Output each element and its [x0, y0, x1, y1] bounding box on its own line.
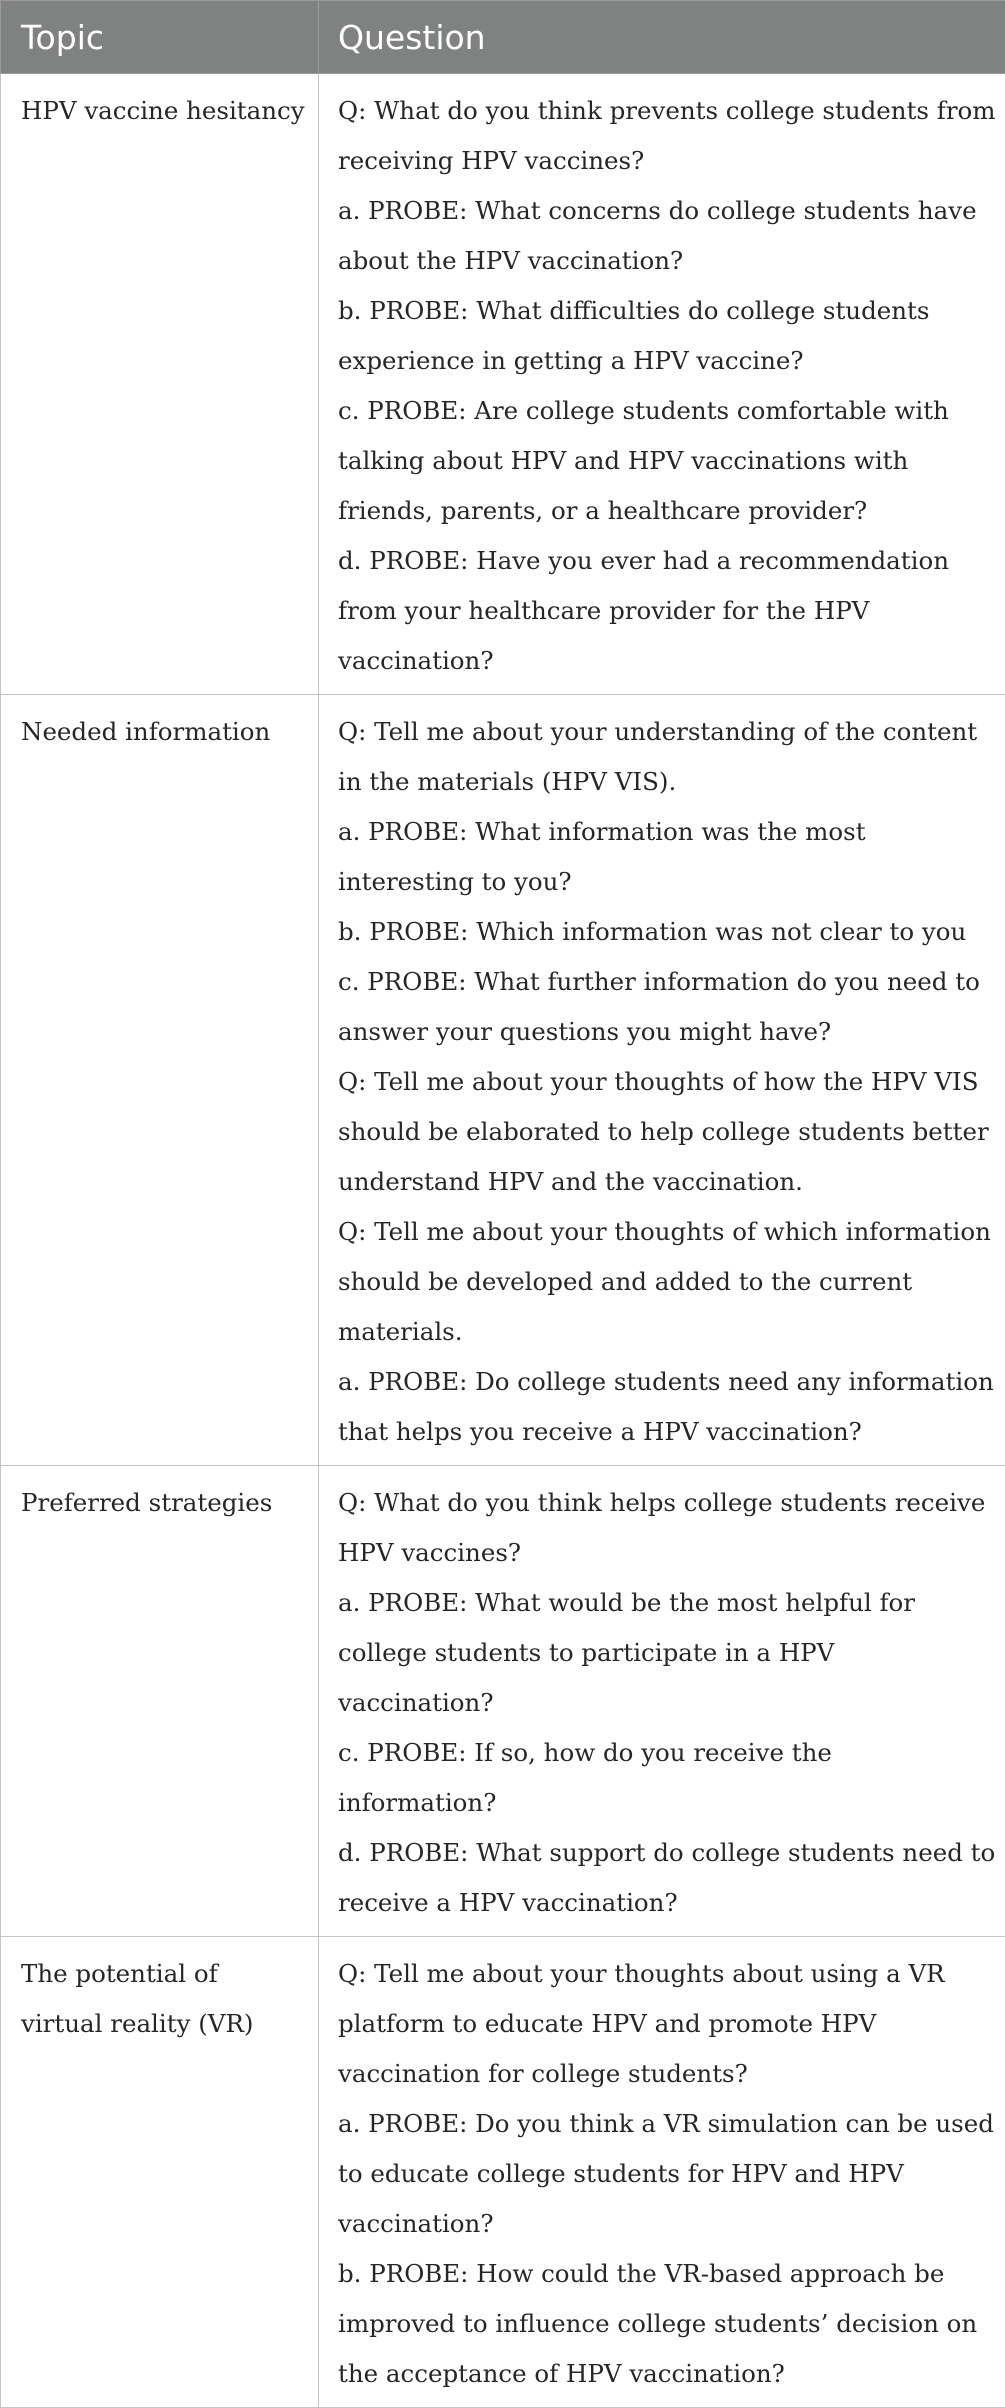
table-row [1, 695, 1005, 1466]
table-row [1, 74, 1005, 695]
probe-line: a. PROBE: What would be the most helpful for college students to participate in a HPV vaccination? [338, 1578, 997, 1728]
header-row [1, 1, 1005, 74]
topic-cell: The potential of virtual reality (VR) [1, 1937, 319, 2408]
column-header-topic: Topic [1, 1, 319, 74]
column-header-question: Question [319, 1, 1005, 74]
probe-line: d. PROBE: What support do college students need to receive a HPV vaccination? [338, 1828, 997, 1928]
probe-line: d. PROBE: Have you ever had a recommendation from your healthcare provider for the HPV vaccination? [338, 536, 997, 686]
question-line: Q: Tell me about your understanding of the content in the materials (HPV VIS). [338, 707, 997, 807]
topic-cell: HPV vaccine hesitancy [1, 74, 319, 695]
topic-cell: Needed information [1, 695, 319, 1466]
question-cell [319, 695, 1005, 1466]
probe-line: a. PROBE: What information was the most interesting to you? [338, 807, 997, 907]
probe-line: b. PROBE: What difficulties do college students experience in getting a HPV vaccine? [338, 286, 997, 386]
question-cell [319, 1937, 1005, 2408]
probe-line: a. PROBE: What concerns do college students have about the HPV vaccination? [338, 186, 997, 286]
probe-line: a. PROBE: Do you think a VR simulation can be used to educate college students for HPV and HPV vaccination? [338, 2099, 997, 2249]
question-cell [319, 1466, 1005, 1937]
probe-line: c. PROBE: If so, how do you receive the information? [338, 1728, 997, 1828]
question-line: Q: Tell me about your thoughts about using a VR platform to educate HPV and promote HPV vaccination for college students? [338, 1949, 997, 2099]
question-line: Q: Tell me about your thoughts of how the HPV VIS should be elaborated to help college students better understand HPV and the vaccination. [338, 1057, 997, 1207]
probe-line: c. PROBE: Are college students comfortable with talking about HPV and HPV vaccinations with friends, parents, or a healthcare provider? [338, 386, 997, 536]
question-line: Q: What do you think helps college students receive HPV vaccines? [338, 1478, 997, 1578]
table-row [1, 1466, 1005, 1937]
probe-line: b. PROBE: Which information was not clear to you [338, 907, 997, 957]
question-line: Q: What do you think prevents college students from receiving HPV vaccines? [338, 86, 997, 186]
topic-cell: Preferred strategies [1, 1466, 319, 1937]
question-line: Q: Tell me about your thoughts of which information should be developed and added to the current materials. [338, 1207, 997, 1357]
table-row [1, 1937, 1005, 2408]
question-cell [319, 74, 1005, 695]
probe-line: c. PROBE: What further information do you need to answer your questions you might have? [338, 957, 997, 1057]
probe-line: a. PROBE: Do college students need any information that helps you receive a HPV vaccination? [338, 1357, 997, 1457]
probe-line: b. PROBE: How could the VR-based approach be improved to influence college students’ decision on the acceptance of HPV vaccination? [338, 2249, 997, 2399]
